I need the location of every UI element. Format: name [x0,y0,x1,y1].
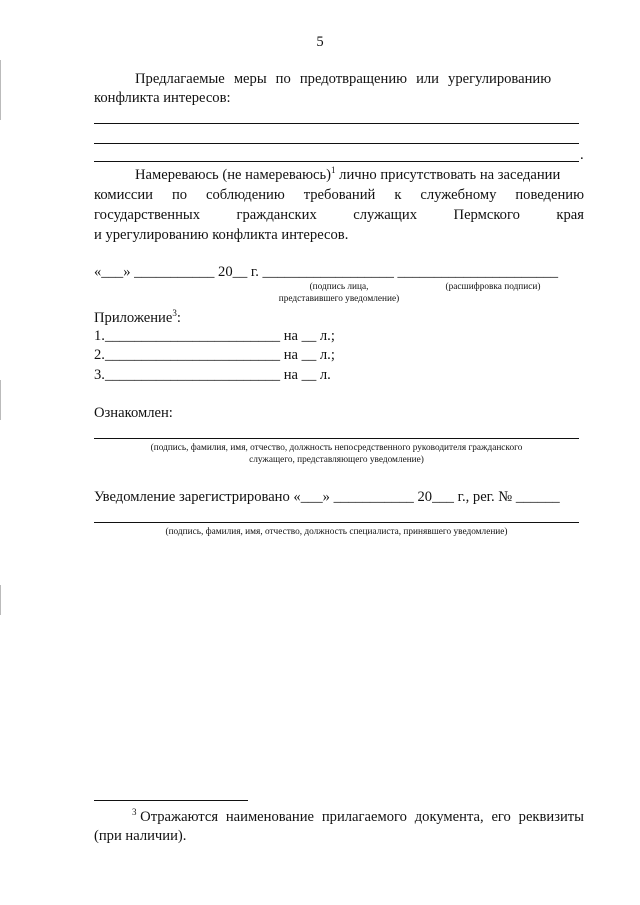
attachments-title: Приложение$^3$: [94,308,181,326]
footnote-separator [94,800,248,801]
caption-decode: (расшифровка подписи) [445,282,541,292]
fill-line[interactable] [94,161,579,162]
intention-line-2: комиссии по соблюдению требований к служебному поведению [94,187,584,203]
acquainted-label: Ознакомлен: [94,405,173,421]
footnote-ref-3: 3 [172,308,177,319]
attachment-item-3[interactable]: 3.________________________ на __ л. [94,367,331,383]
scan-margin-mark [0,60,1,120]
footnote-line-1: $^3$ Отражаются наименование прилагаемого документа, его реквизиты [132,807,584,825]
intention-lead: Намереваюсь (не намереваюсь) [135,167,332,183]
acquainted-fill-line[interactable] [94,438,579,439]
registration-caption: (подпись, фамилия, имя, отчество, должность специалиста, принявшего уведомление) [165,527,508,537]
measures-line-2: конфликта интересов: [94,90,231,106]
intention-line-3: государственных гражданских служащих Пермского края [94,207,584,223]
attachment-item-2[interactable]: 2.________________________ на __ л.; [94,347,335,363]
intention-line-1 [135,167,560,184]
footnote-marker: 3 [132,807,137,818]
attachment-item-1[interactable]: 1.________________________ на __ л.; [94,328,335,344]
scan-margin-mark [0,585,1,615]
fill-line[interactable] [94,143,579,144]
caption-signature-2: представившего уведомление) [278,294,400,304]
footnote-line-2: (при наличии). [94,828,187,844]
intention-line-4: и урегулированию конфликта интересов. [94,227,349,243]
scan-margin-mark [0,380,1,420]
intention-rest: лично присутствовать на заседании [335,167,561,183]
end-dot: . [580,147,584,163]
acquainted-caption-1: (подпись, фамилия, имя, отчество, должность непосредственного руководителя гражданского [150,443,523,453]
date-signature-line[interactable]: «___» ___________ 20__ г. __________________ ______________________ [94,264,559,280]
fill-line[interactable] [94,123,579,124]
acquainted-caption-2: служащего, представляющего уведомление) [249,455,424,465]
registration-fill-line[interactable] [94,522,579,523]
page-number: 5 [316,34,324,50]
footnote-ref-1: 1 [331,165,336,176]
measures-line-1: Предлагаемые меры по предотвращению или урегулированию [135,71,552,87]
registration-line[interactable]: Уведомление зарегистрировано «___» ___________ 20___ г., рег. № ______ [94,489,560,505]
caption-signature-1: (подпись лица, [309,282,369,292]
